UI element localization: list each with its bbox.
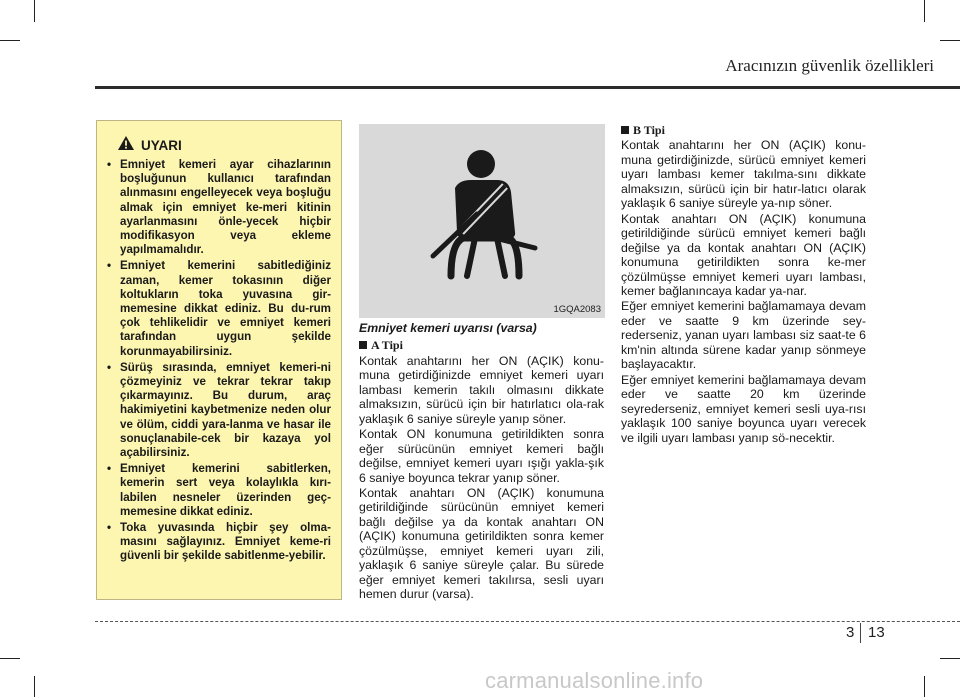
warning-item-text: Emniyet kemeri ayar cihazlarının boşluğunun kullanıcı tarafından alınmasını engelleyecek veya boşluğu almak için emniyet ke-meri kitinin ayarlanmasını önle-yecek hiçbir modifikasyon veya ekleme yapılmamalıdır.	[120, 158, 331, 257]
paragraph: Eğer emniyet kemerini bağlamamaya devam eder ve saatte 20 km üzerinde seyrederseniz, emniyet kemeri sesli uya-rısı yaklaşık 100 saniye boyunca uyarı verecek ve ilgili uyarı lambası yanıp sö-necektir.	[621, 372, 866, 445]
warning-item: • Emniyet kemerini sabitlerken, kemerin sert veya kolaylıkla kırı-labilen nesneler üzerinden geç-memesine dikkat ediniz.	[107, 462, 331, 518]
type-b-heading	[621, 123, 866, 137]
crop-mark	[940, 40, 960, 41]
page-number: 13	[868, 624, 885, 641]
warning-item: • Emniyet kemeri ayar cihazlarının boşluğunun kullanıcı tarafından alınmasını engelleyecek veya boşluğu almak için emniyet ke-meri kitinin ayarlanmasını önle-yecek hiçbir modifikasyon veya ekleme yapılmamalıdır.	[107, 158, 331, 257]
middle-column	[359, 321, 604, 603]
paragraph: Kontak anahtarı ON (AÇIK) konumuna getirildiğinde sürücü emniyet kemeri bağlı değilse ya da kontak anahtarı ON (AÇIK) konumuna getirildikten sonra ke-mer çözülmüşse emniyet kemeri uyarı lambası, kemer bağlanıncaya kadar ya-nar.	[621, 211, 866, 298]
footer-rule	[95, 621, 960, 622]
paragraph: Kontak anahtarını her ON (AÇIK) konu-muna getirdiğinizde, sürücü emniyet kemeri uyarı lambası kemer takılma-sını dikkate almaksızın, sürücü için bir hatır-latıcı olarak yaklaşık 6 saniye süreyle ya-nıp söner.	[621, 138, 866, 211]
square-bullet-icon	[359, 341, 367, 349]
section-title: Aracınızın güvenlik özellikleri	[725, 56, 934, 75]
warning-item: • Toka yuvasında hiçbir şey olma-masını sağlayınız. Emniyet keme-ri güvenli bir şekilde sabitlenme-yebilir.	[107, 521, 331, 563]
header-rule	[95, 86, 960, 89]
warning-item: • Sürüş sırasında, emniyet kemeri-ni çözmeyiniz ve tekrar tekrar takıp çıkarmayınız. Bu durum, araç hakimiyetini kaybetmenize neden olur ve ölüm, ciddi yara-lanma ve hasar ile sonuçlanabile-cek bir kazaya yol açabilirsiniz.	[107, 360, 331, 460]
warning-item: • Emniyet kemerini sabitlediğiniz zaman, kemer tokasının diğer koltukların toka yuvasına gir-memesine dikkat ediniz. Bu du-rum çok tehlikelidir ve emniyet kemeri tarafından uygun şekilde korunmayabilirsiniz.	[107, 259, 331, 358]
warning-triangle-icon	[117, 135, 135, 156]
crop-mark	[0, 658, 20, 659]
watermark: carmanualsonline.info	[485, 668, 704, 693]
seatbelt-figure	[359, 124, 605, 318]
figure-caption: Emniyet kemeri uyarısı (varsa)	[359, 321, 537, 335]
paragraph: Kontak anahtarını her ON (AÇIK) konu-muna getirdiğinizde emniyet kemeri uyarı lambası kemerin takılı olmasını dikkate almaksızın, sürücü için bir hatırlatıcı ola-rak yaklaşık 6 saniye süreyle yanıp söner.	[359, 353, 604, 426]
crop-mark	[924, 0, 925, 22]
chapter-number: 3	[846, 624, 855, 641]
warning-item-text: Emniyet kemerini sabitlerken, kemerin sert veya kolaylıkla kırı-labilen nesneler üzerinden geç-memesine dikkat ediniz.	[120, 462, 331, 518]
warning-header	[117, 135, 331, 156]
right-column	[621, 123, 866, 446]
crop-mark	[34, 676, 35, 697]
warning-item-text: Emniyet kemerini sabitlediğiniz zaman, kemer tokasının diğer koltukların toka yuvasına gir-memesine dikkat ediniz. Bu du-rum çok tehlikelidir ve emniyet kemeri tarafından uygun şekilde korunmayabilirsiniz.	[120, 259, 331, 358]
square-bullet-icon	[621, 126, 629, 134]
crop-mark	[34, 0, 35, 22]
warning-item-text: Toka yuvasında hiçbir şey olma-masını sağlayınız. Emniyet keme-ri güvenli bir şekilde sabitlenme-yebilir.	[120, 521, 331, 563]
warning-item-text: Sürüş sırasında, emniyet kemeri-ni çözmeyiniz ve tekrar tekrar takıp çıkarmayınız. Bu durum, araç hakimiyetini kaybetmenize neden olur ve ölüm, ciddi yara-lanma ve hasar ile sonuçlanabile-cek bir kazaya yol açabilirsiniz.	[120, 360, 331, 460]
type-b-label: B Tipi	[633, 123, 665, 137]
type-a-heading	[359, 338, 604, 352]
crop-mark	[0, 40, 20, 41]
crop-mark	[940, 658, 960, 659]
type-a-label: A Tipi	[371, 338, 403, 353]
warning-list	[107, 158, 331, 564]
crop-mark	[924, 676, 925, 697]
paragraph: Kontak ON konumuna getirildikten sonra eğer sürücünün emniyet kemeri bağlı değilse, emniyet kemeri uyarı ışığı yakla-şık 6 saniye boyunca tekrar yanıp söner.	[359, 427, 604, 485]
seatbelt-warning-icon	[359, 124, 605, 318]
paragraph: Kontak anahtarı ON (AÇIK) konumuna getirildiğinde sürücünün emniyet kemeri bağlı değilse ya da kontak anahtarı ON (AÇIK) konumuna getirildikten sonra kemer çözülmüşse, emniyet kemeri uyarı zili, yaklaşık 6 saniye süreyle çalar. Bu sürede eğer emniyet kemeri takılırsa, sesli uyarı hemen durur (varsa).	[359, 485, 604, 602]
figure-code: 1GQA2083	[553, 304, 601, 315]
page-divider	[860, 623, 861, 643]
warning-title: UYARI	[141, 138, 182, 153]
paragraph: Eğer emniyet kemerini bağlamamaya devam eder ve saatte 9 km üzerinde sey-rederseniz, yanan uyarı lambası siz saat-te 6 km'nin altında sürene kadar yanıp sönmeye başlayacaktır.	[621, 299, 866, 372]
warning-box	[96, 120, 342, 600]
